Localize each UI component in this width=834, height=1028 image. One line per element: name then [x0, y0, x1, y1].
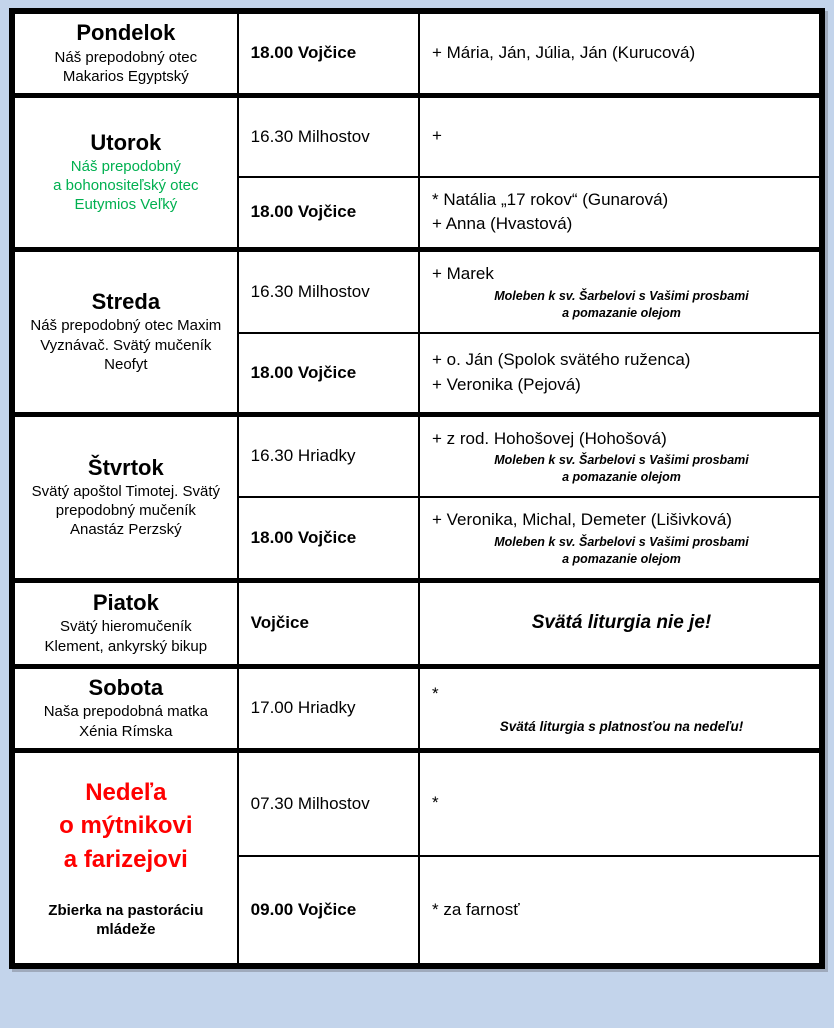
time-place-cell: 18.00 Vojčice	[238, 333, 419, 414]
moleben-note-line: a pomazanie olejom	[562, 305, 681, 320]
feast-line: Eutymios Veľký	[74, 196, 178, 214]
time-place-cell: 18.00 Vojčice	[238, 11, 419, 95]
intention-cell	[419, 414, 822, 497]
intention-line: +	[431, 126, 442, 146]
day-cell-sobota	[12, 666, 238, 750]
moleben-note-line: a pomazanie olejom	[562, 470, 681, 485]
time-place-cell: Vojčice	[238, 580, 419, 666]
intention-line: + Anna (Hvastová)	[431, 214, 573, 234]
moleben-note-line: a pomazanie olejom	[562, 551, 681, 566]
intention-cell	[419, 856, 822, 966]
day-name: Pondelok	[76, 20, 176, 46]
day-name: Piatok	[92, 590, 159, 616]
intention-cell	[419, 666, 822, 750]
feast-line: Svätý apoštol Timotej. Svätý	[31, 482, 221, 500]
moleben-note	[432, 288, 811, 322]
intention-line: * Natália „17 rokov“ (Gunarová)	[431, 189, 669, 209]
feast-line: Náš prepodobný otec Maxim	[30, 317, 222, 335]
feast-line: Naša prepodobná matka	[43, 703, 208, 721]
time-place-cell: 18.00 Vojčice	[238, 497, 419, 580]
feast-line: Makarios Egyptský	[62, 67, 189, 85]
moleben-note	[432, 534, 811, 568]
sunday-title-line: o mýtnikovi	[59, 812, 193, 840]
sunday-validity-note: Svätá liturgia s platnosťou na nedeľu!	[499, 718, 744, 734]
feast-line: prepodobný mučeník	[55, 502, 196, 520]
collection-note-line: Zbierka na pastoráciu	[48, 901, 204, 919]
feast-line: Svätý hieromučeník	[59, 618, 192, 636]
time-place-cell: 09.00 Vojčice	[238, 856, 419, 966]
intention-line: + Marek	[431, 264, 494, 284]
intention-line: *	[431, 684, 439, 704]
feast-line: Neofyt	[104, 355, 148, 373]
day-cell-utorok	[12, 95, 238, 249]
feast-line: Náš prepodobný	[70, 157, 181, 175]
intention-cell	[419, 177, 822, 249]
intention-line: * za farnosť	[431, 899, 520, 919]
day-cell-pondelok	[12, 11, 238, 95]
feast-line: Xénia Rímska	[79, 722, 173, 740]
intention-cell	[419, 11, 822, 95]
moleben-note	[432, 452, 811, 486]
feast-text	[23, 316, 229, 374]
feast-text	[23, 702, 229, 740]
intention-line: + Mária, Ján, Júlia, Ján (Kurucová)	[431, 42, 696, 62]
feast-text	[23, 617, 229, 655]
moleben-note-line: Moleben k sv. Šarbelovi s Vašimi prosbami	[494, 453, 749, 468]
time-place-cell: 07.30 Milhostov	[238, 750, 419, 856]
sunday-title-line: Nedeľa	[85, 778, 167, 806]
day-cell-stvrtok	[12, 414, 238, 580]
feast-line: Náš prepodobný otec	[54, 48, 198, 66]
liturgy-schedule-table	[9, 8, 825, 969]
moleben-note-line: Moleben k sv. Šarbelovi s Vašimi prosbami	[494, 288, 749, 303]
day-name: Utorok	[90, 129, 162, 155]
intention-line: *	[431, 793, 439, 813]
feast-line: Anastáz Perzský	[69, 521, 182, 539]
time-place-cell: 18.00 Vojčice	[238, 177, 419, 249]
intention-line: + o. Ján (Spolok svätého ruženca)	[431, 350, 691, 370]
time-place-cell: 16.30 Milhostov	[238, 95, 419, 177]
feast-text	[23, 48, 229, 86]
day-name	[23, 776, 229, 877]
feast-text	[23, 157, 229, 215]
feast-line: Klement, ankyrský bikup	[44, 637, 208, 655]
time-place-cell: 17.00 Hriadky	[238, 666, 419, 750]
intention-cell	[419, 333, 822, 414]
day-cell-streda	[12, 249, 238, 414]
intention-cell	[419, 497, 822, 580]
intention-line: + z rod. Hohošovej (Hohošová)	[431, 428, 667, 448]
feast-line: Vyznávač. Svätý mučeník	[40, 336, 212, 354]
intention-cell	[419, 249, 822, 333]
feast-text	[23, 482, 229, 540]
day-cell-piatok	[12, 580, 238, 666]
moleben-note-line: Moleben k sv. Šarbelovi s Vašimi prosbami	[494, 534, 749, 549]
day-name: Štvrtok	[87, 454, 164, 480]
intention-cell	[419, 95, 822, 177]
day-cell-nedela	[12, 750, 238, 966]
sunday-title-line: a farizejovi	[63, 846, 188, 874]
collection-note-line: mládeže	[96, 921, 156, 939]
day-name: Sobota	[88, 675, 164, 701]
intention-cell	[419, 750, 822, 856]
intention-line: + Veronika, Michal, Demeter (Lišivková)	[431, 510, 732, 530]
intention-line: + Veronika (Pejová)	[431, 374, 581, 394]
feast-line: a bohonositeľský otec	[53, 177, 199, 195]
collection-note	[23, 901, 229, 940]
time-place-cell: 16.30 Hriadky	[238, 414, 419, 497]
time-place-cell: 16.30 Milhostov	[238, 249, 419, 333]
intention-cell	[419, 580, 822, 666]
day-name: Streda	[91, 289, 161, 315]
no-liturgy-note: Svätá liturgia nie je!	[531, 612, 712, 633]
